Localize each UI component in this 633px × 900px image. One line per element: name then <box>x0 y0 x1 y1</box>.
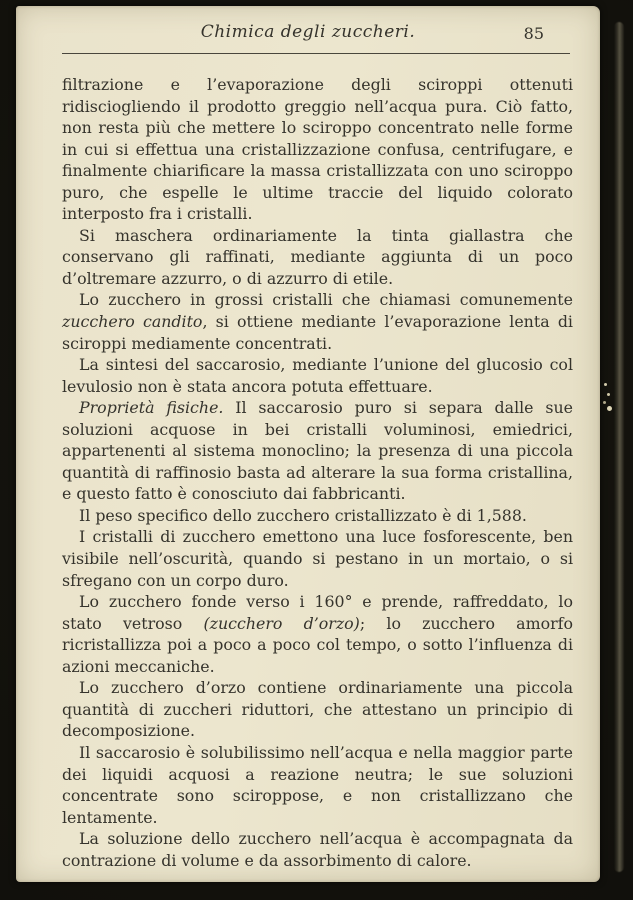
paragraph <box>62 742 573 828</box>
italic-text: zucchero candito <box>62 312 203 332</box>
paragraph <box>62 677 573 742</box>
text-run: Lo zucchero fonde verso i 160° e prende, raffreddato, lo stato vetroso <box>62 592 573 633</box>
paragraph <box>62 354 573 397</box>
scan-artifacts <box>604 383 607 386</box>
paragraph <box>62 225 573 290</box>
text-run: Lo zucchero d’orzo contiene ordinariamente una piccola quantità di zuccheri riduttori, che attestano un principio di decomposizione. <box>62 678 573 741</box>
text-run: Si maschera ordinariamente la tinta giallastra che conservano gli raffinati, mediante aggiunta di un poco d’oltremare azzurro, o di azzurro di etile. <box>62 225 573 288</box>
running-title: Chimica degli zuccheri. <box>200 22 416 42</box>
text-block <box>62 74 573 871</box>
paragraph <box>62 591 573 677</box>
header-rule <box>62 53 570 54</box>
text-run: La sintesi del saccarosio, mediante l’unione del glucosio col levulosio non è stata ancora potuta effettuare. <box>62 355 573 396</box>
page-header <box>16 22 600 46</box>
text-run: I cristalli di zucchero emettono una luce fosforescente, ben visibile nell’oscurità, quando si pestano in un mortaio, o si sfregano con un corpo duro. <box>62 527 573 590</box>
text-run: Lo zucchero in grossi cristalli che chiamasi comunemente <box>79 290 573 310</box>
text-run: filtrazione e l’evaporazione degli sciroppi ottenuti ridisciogliendo il prodotto greggio nell’acqua pura. Ciò fatto, non resta più che mettere lo sciroppo concentrato nelle forme in cui si effettua una cristallizzazione confusa, centrifugare, e finalmente chiarificare la massa cristallizzata con uno sciroppo puro, che espelle le ultime traccie del liquido colorato interposto fra i cristalli. <box>62 75 573 224</box>
text-run: ; lo zucchero amorfo ricristallizza poi a poco a poco col tempo, o sotto l’influenza di azioni meccaniche. <box>62 613 573 676</box>
text-run: La soluzione dello zucchero nell’acqua è accompagnata da contrazione di volume e da assorbimento di calore. <box>62 829 573 870</box>
text-run: , si ottiene mediante l’evaporazione lenta di sciroppi mediamente concentrati. <box>62 312 573 353</box>
paragraph <box>62 289 573 354</box>
paragraph <box>62 505 573 527</box>
text-run: Il saccarosio puro si separa dalle sue soluzioni acquose in bei cristalli voluminosi, emiedrici, appartenenti al sistema monoclino; la presenza di una piccola quantità di raffinosio basta ad alterare la sua forma cristallina, e questo fatto è conosciuto dai fabbricanti. <box>62 398 573 504</box>
paragraph <box>62 828 573 871</box>
italic-text: Proprietà fisiche. <box>79 398 224 418</box>
text-run: Il peso specifico dello zucchero cristallizzato è di 1,588. <box>79 505 527 525</box>
book-page <box>16 6 600 882</box>
paragraph <box>62 397 573 505</box>
text-run: Il saccarosio è solubilissimo nell’acqua e nella maggior parte dei liquidi acquosi a reazione neutra; le sue soluzioni concentrate sono sciroppose, e non cristallizzano che lentamente. <box>62 742 573 827</box>
paragraph <box>62 74 573 225</box>
paragraph <box>62 526 573 591</box>
book-page-edge <box>614 22 624 872</box>
page-number: 85 <box>523 24 544 43</box>
italic-text: (zucchero d’orzo) <box>203 613 360 633</box>
